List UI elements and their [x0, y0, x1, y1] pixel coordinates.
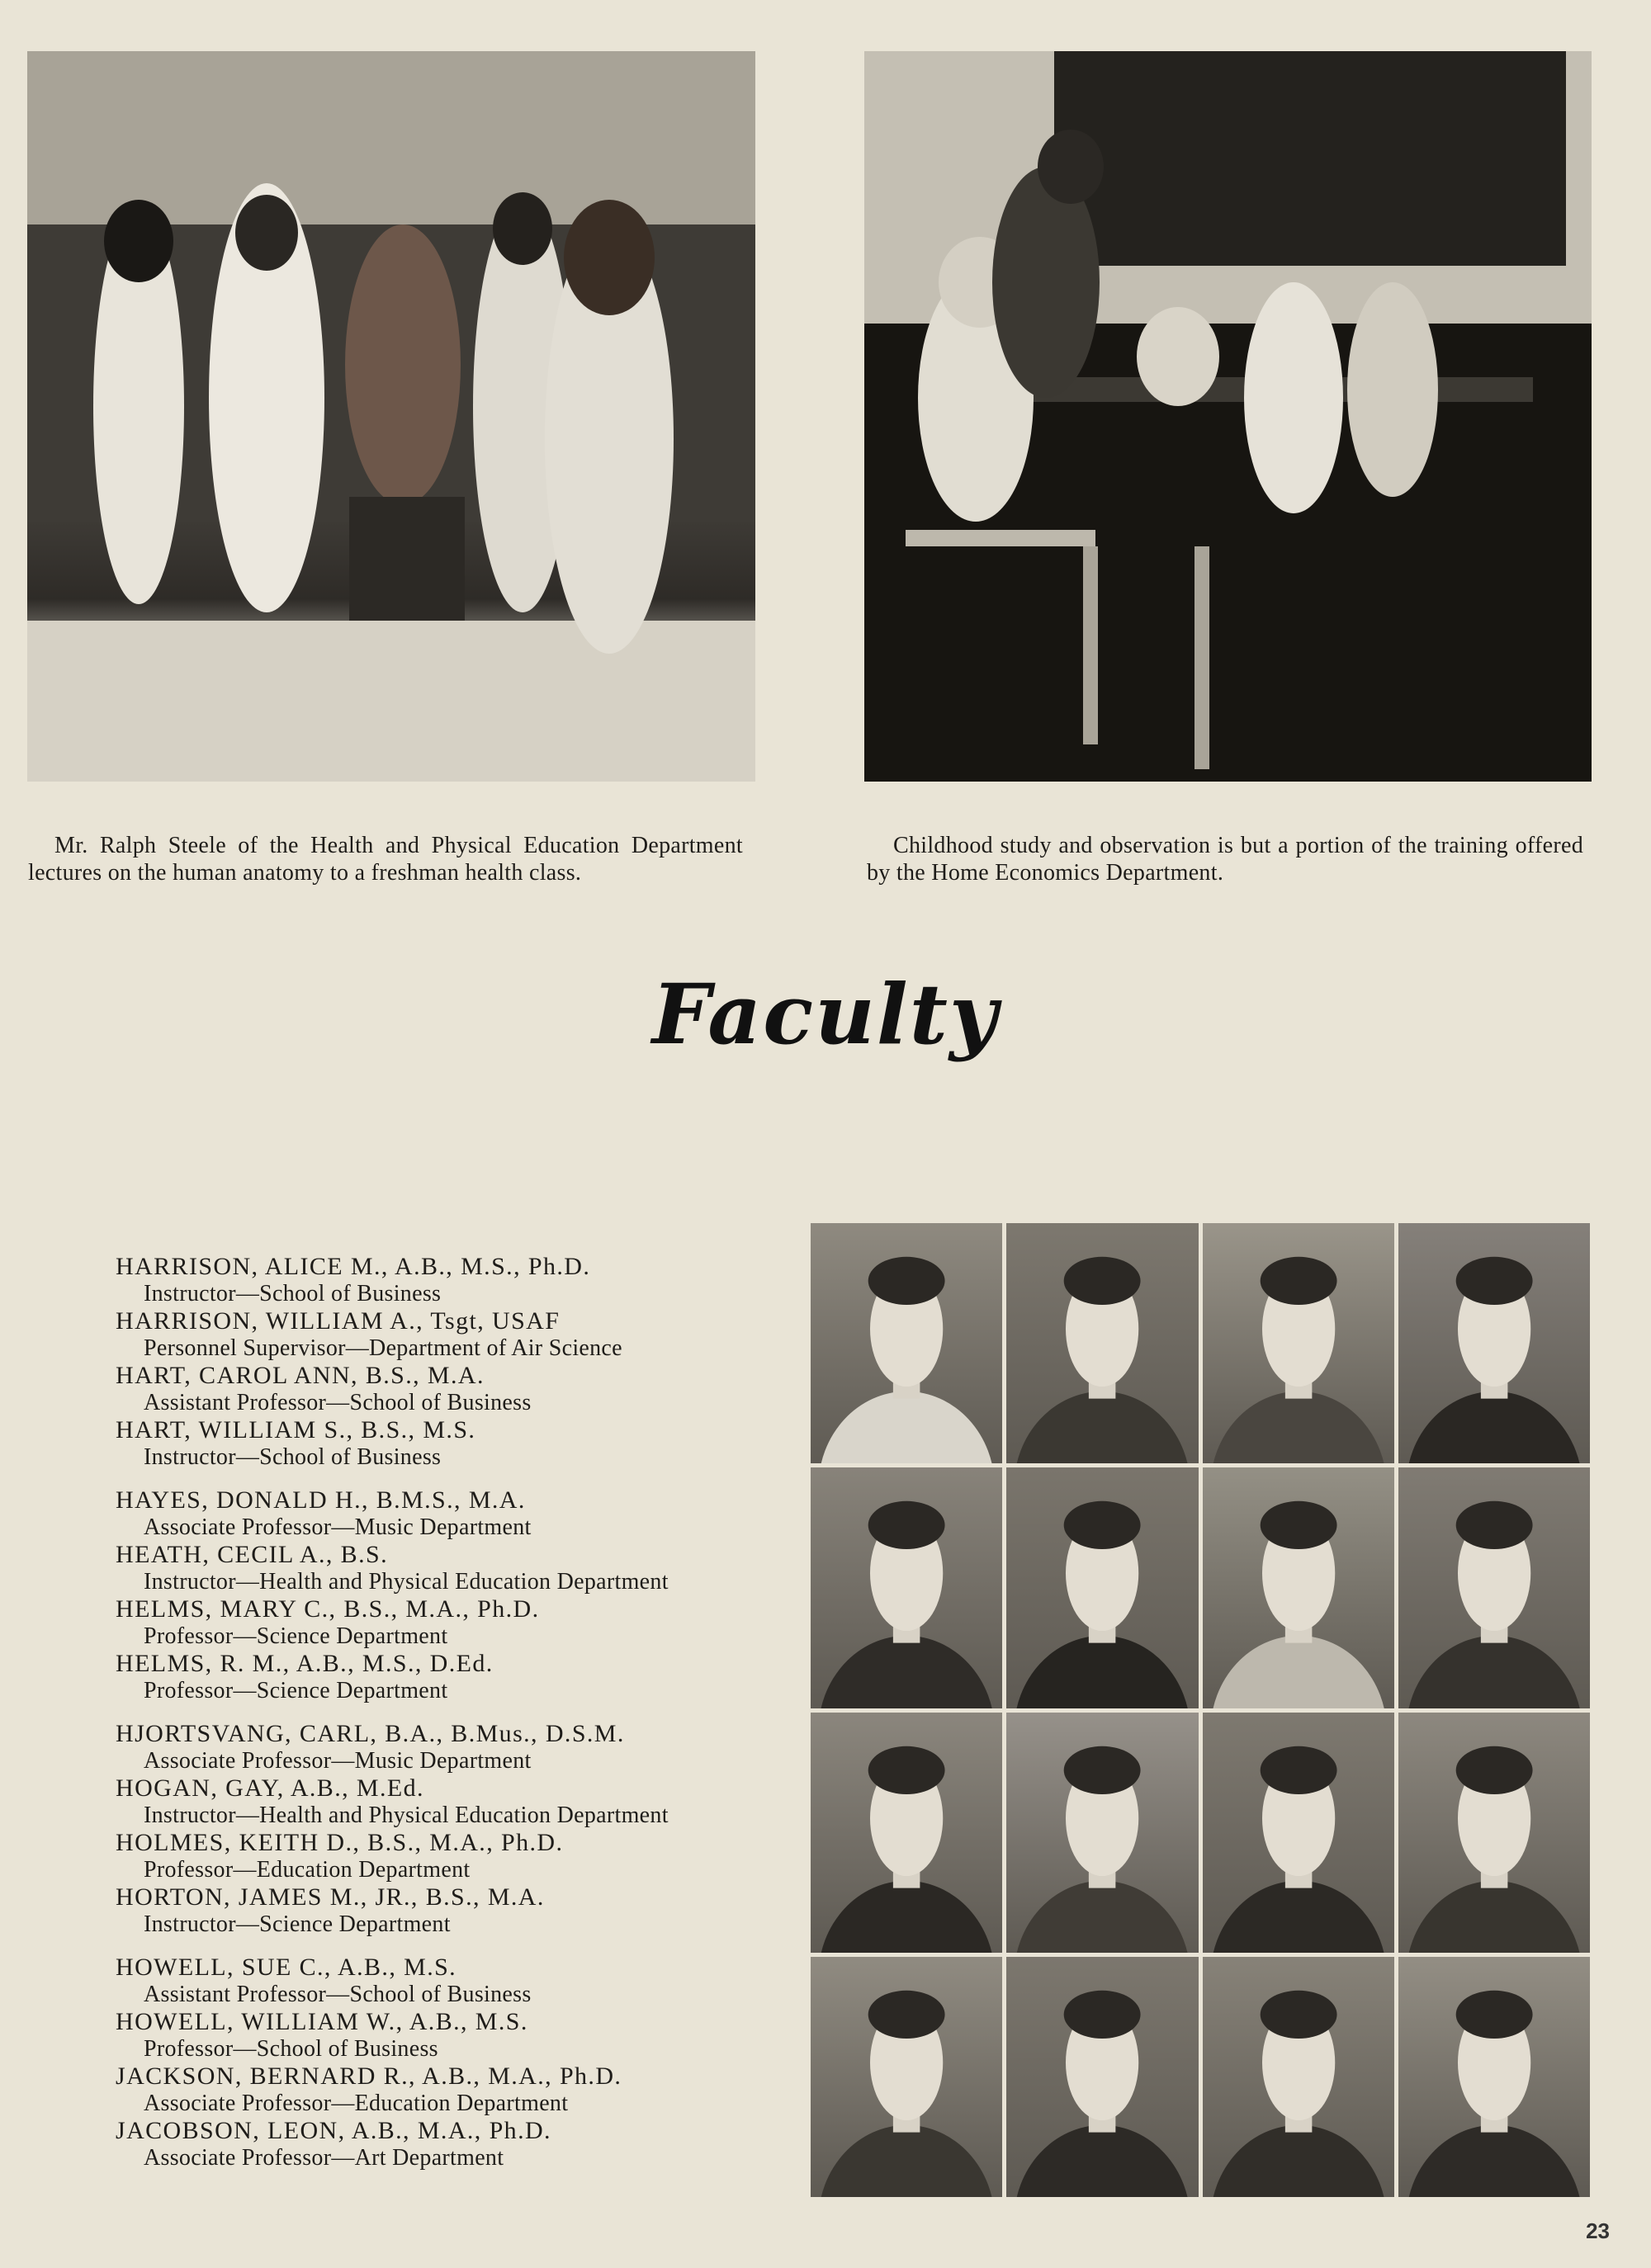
faculty-portrait — [811, 1223, 1002, 1463]
faculty-entry — [116, 1595, 792, 1650]
faculty-portrait — [1398, 1713, 1590, 1953]
faculty-entry — [116, 2062, 792, 2117]
faculty-title: Instructor—School of Business — [144, 1281, 442, 1306]
faculty-portrait — [1203, 1223, 1394, 1463]
faculty-name: HORTON, JAMES M., JR., B.S., M.A. — [116, 1883, 545, 1911]
caption-anatomy-lecture: Mr. Ralph Steele of the Health and Physical Education Department lectures on the human anatomy to a freshman health class. — [28, 833, 743, 886]
faculty-title: Professor—Education Department — [144, 1857, 471, 1883]
faculty-title: Associate Professor—Education Department — [144, 2091, 569, 2116]
faculty-roster — [116, 1253, 792, 2187]
faculty-name: JACKSON, BERNARD R., A.B., M.A., Ph.D. — [116, 2062, 622, 2090]
faculty-portrait — [1203, 1957, 1394, 2197]
faculty-title: Associate Professor—Art Department — [144, 2145, 504, 2171]
faculty-name: HOWELL, SUE C., A.B., M.S. — [116, 1954, 457, 1981]
faculty-title: Instructor—Health and Physical Education Department — [144, 1803, 669, 1828]
faculty-name: HAYES, DONALD H., B.M.S., M.A. — [116, 1486, 526, 1514]
faculty-portrait — [1398, 1957, 1590, 2197]
faculty-entry — [116, 1954, 792, 2008]
faculty-title: Assistant Professor—School of Business — [144, 1390, 532, 1415]
faculty-title: Personnel Supervisor—Department of Air Science — [144, 1335, 622, 1361]
faculty-portrait — [811, 1713, 1002, 1953]
faculty-group — [116, 1253, 792, 1471]
faculty-portrait — [1203, 1467, 1394, 1708]
page-number: 23 — [1586, 2218, 1610, 2243]
faculty-name: HOLMES, KEITH D., B.S., M.A., Ph.D. — [116, 1829, 564, 1856]
faculty-name: HEATH, CECIL A., B.S. — [116, 1541, 388, 1568]
faculty-name: HOGAN, GAY, A.B., M.Ed. — [116, 1774, 424, 1802]
faculty-entry — [116, 1883, 792, 1938]
faculty-title: Professor—School of Business — [144, 2036, 438, 2062]
faculty-name: HARRISON, ALICE M., A.B., M.S., Ph.D. — [116, 1253, 591, 1280]
faculty-portrait — [811, 1957, 1002, 2197]
faculty-title: Instructor—Science Department — [144, 1911, 451, 1937]
faculty-title: Associate Professor—Music Department — [144, 1748, 532, 1774]
caption-childhood-study: Childhood study and observation is but a portion of the training offered by the Home Economics Department. — [867, 833, 1583, 886]
faculty-entry — [116, 1486, 792, 1541]
faculty-entry — [116, 2117, 792, 2171]
faculty-portrait — [1006, 1223, 1198, 1463]
faculty-entry — [116, 2008, 792, 2062]
faculty-portrait — [1398, 1467, 1590, 1708]
faculty-entry — [116, 1829, 792, 1883]
faculty-name: HJORTSVANG, CARL, B.A., B.Mus., D.S.M. — [116, 1720, 625, 1747]
faculty-name: HART, WILLIAM S., B.S., M.S. — [116, 1416, 476, 1443]
faculty-entry — [116, 1253, 792, 1307]
faculty-entry — [116, 1307, 792, 1362]
faculty-portrait — [1398, 1223, 1590, 1463]
faculty-name: JACOBSON, LEON, A.B., M.A., Ph.D. — [116, 2117, 551, 2144]
faculty-portrait — [1006, 1467, 1198, 1708]
faculty-portrait — [811, 1467, 1002, 1708]
faculty-group — [116, 1720, 792, 1938]
faculty-title: Instructor—Health and Physical Education Department — [144, 1569, 669, 1595]
faculty-group — [116, 1954, 792, 2171]
faculty-title: Assistant Professor—School of Business — [144, 1982, 532, 2007]
faculty-entry — [116, 1362, 792, 1416]
faculty-entry — [116, 1541, 792, 1595]
faculty-name: HOWELL, WILLIAM W., A.B., M.S. — [116, 2008, 528, 2035]
page-title: Faculty — [651, 966, 1000, 1063]
faculty-title: Instructor—School of Business — [144, 1444, 442, 1470]
faculty-portrait — [1006, 1957, 1198, 2197]
photo-anatomy-lecture — [27, 51, 755, 782]
faculty-portrait — [1203, 1713, 1394, 1953]
faculty-title: Professor—Science Department — [144, 1678, 448, 1703]
faculty-title: Professor—Science Department — [144, 1623, 448, 1649]
faculty-entry — [116, 1774, 792, 1829]
faculty-entry — [116, 1650, 792, 1704]
faculty-name: HELMS, MARY C., B.S., M.A., Ph.D. — [116, 1595, 540, 1623]
faculty-name: HELMS, R. M., A.B., M.S., D.Ed. — [116, 1650, 494, 1677]
faculty-name: HARRISON, WILLIAM A., Tsgt, USAF — [116, 1307, 561, 1335]
faculty-entry — [116, 1416, 792, 1471]
faculty-portrait-grid — [811, 1223, 1590, 2197]
faculty-title: Associate Professor—Music Department — [144, 1514, 532, 1540]
photo-childhood-study — [864, 51, 1592, 782]
faculty-name: HART, CAROL ANN, B.S., M.A. — [116, 1362, 485, 1389]
faculty-entry — [116, 1720, 792, 1774]
faculty-portrait — [1006, 1713, 1198, 1953]
faculty-group — [116, 1486, 792, 1704]
